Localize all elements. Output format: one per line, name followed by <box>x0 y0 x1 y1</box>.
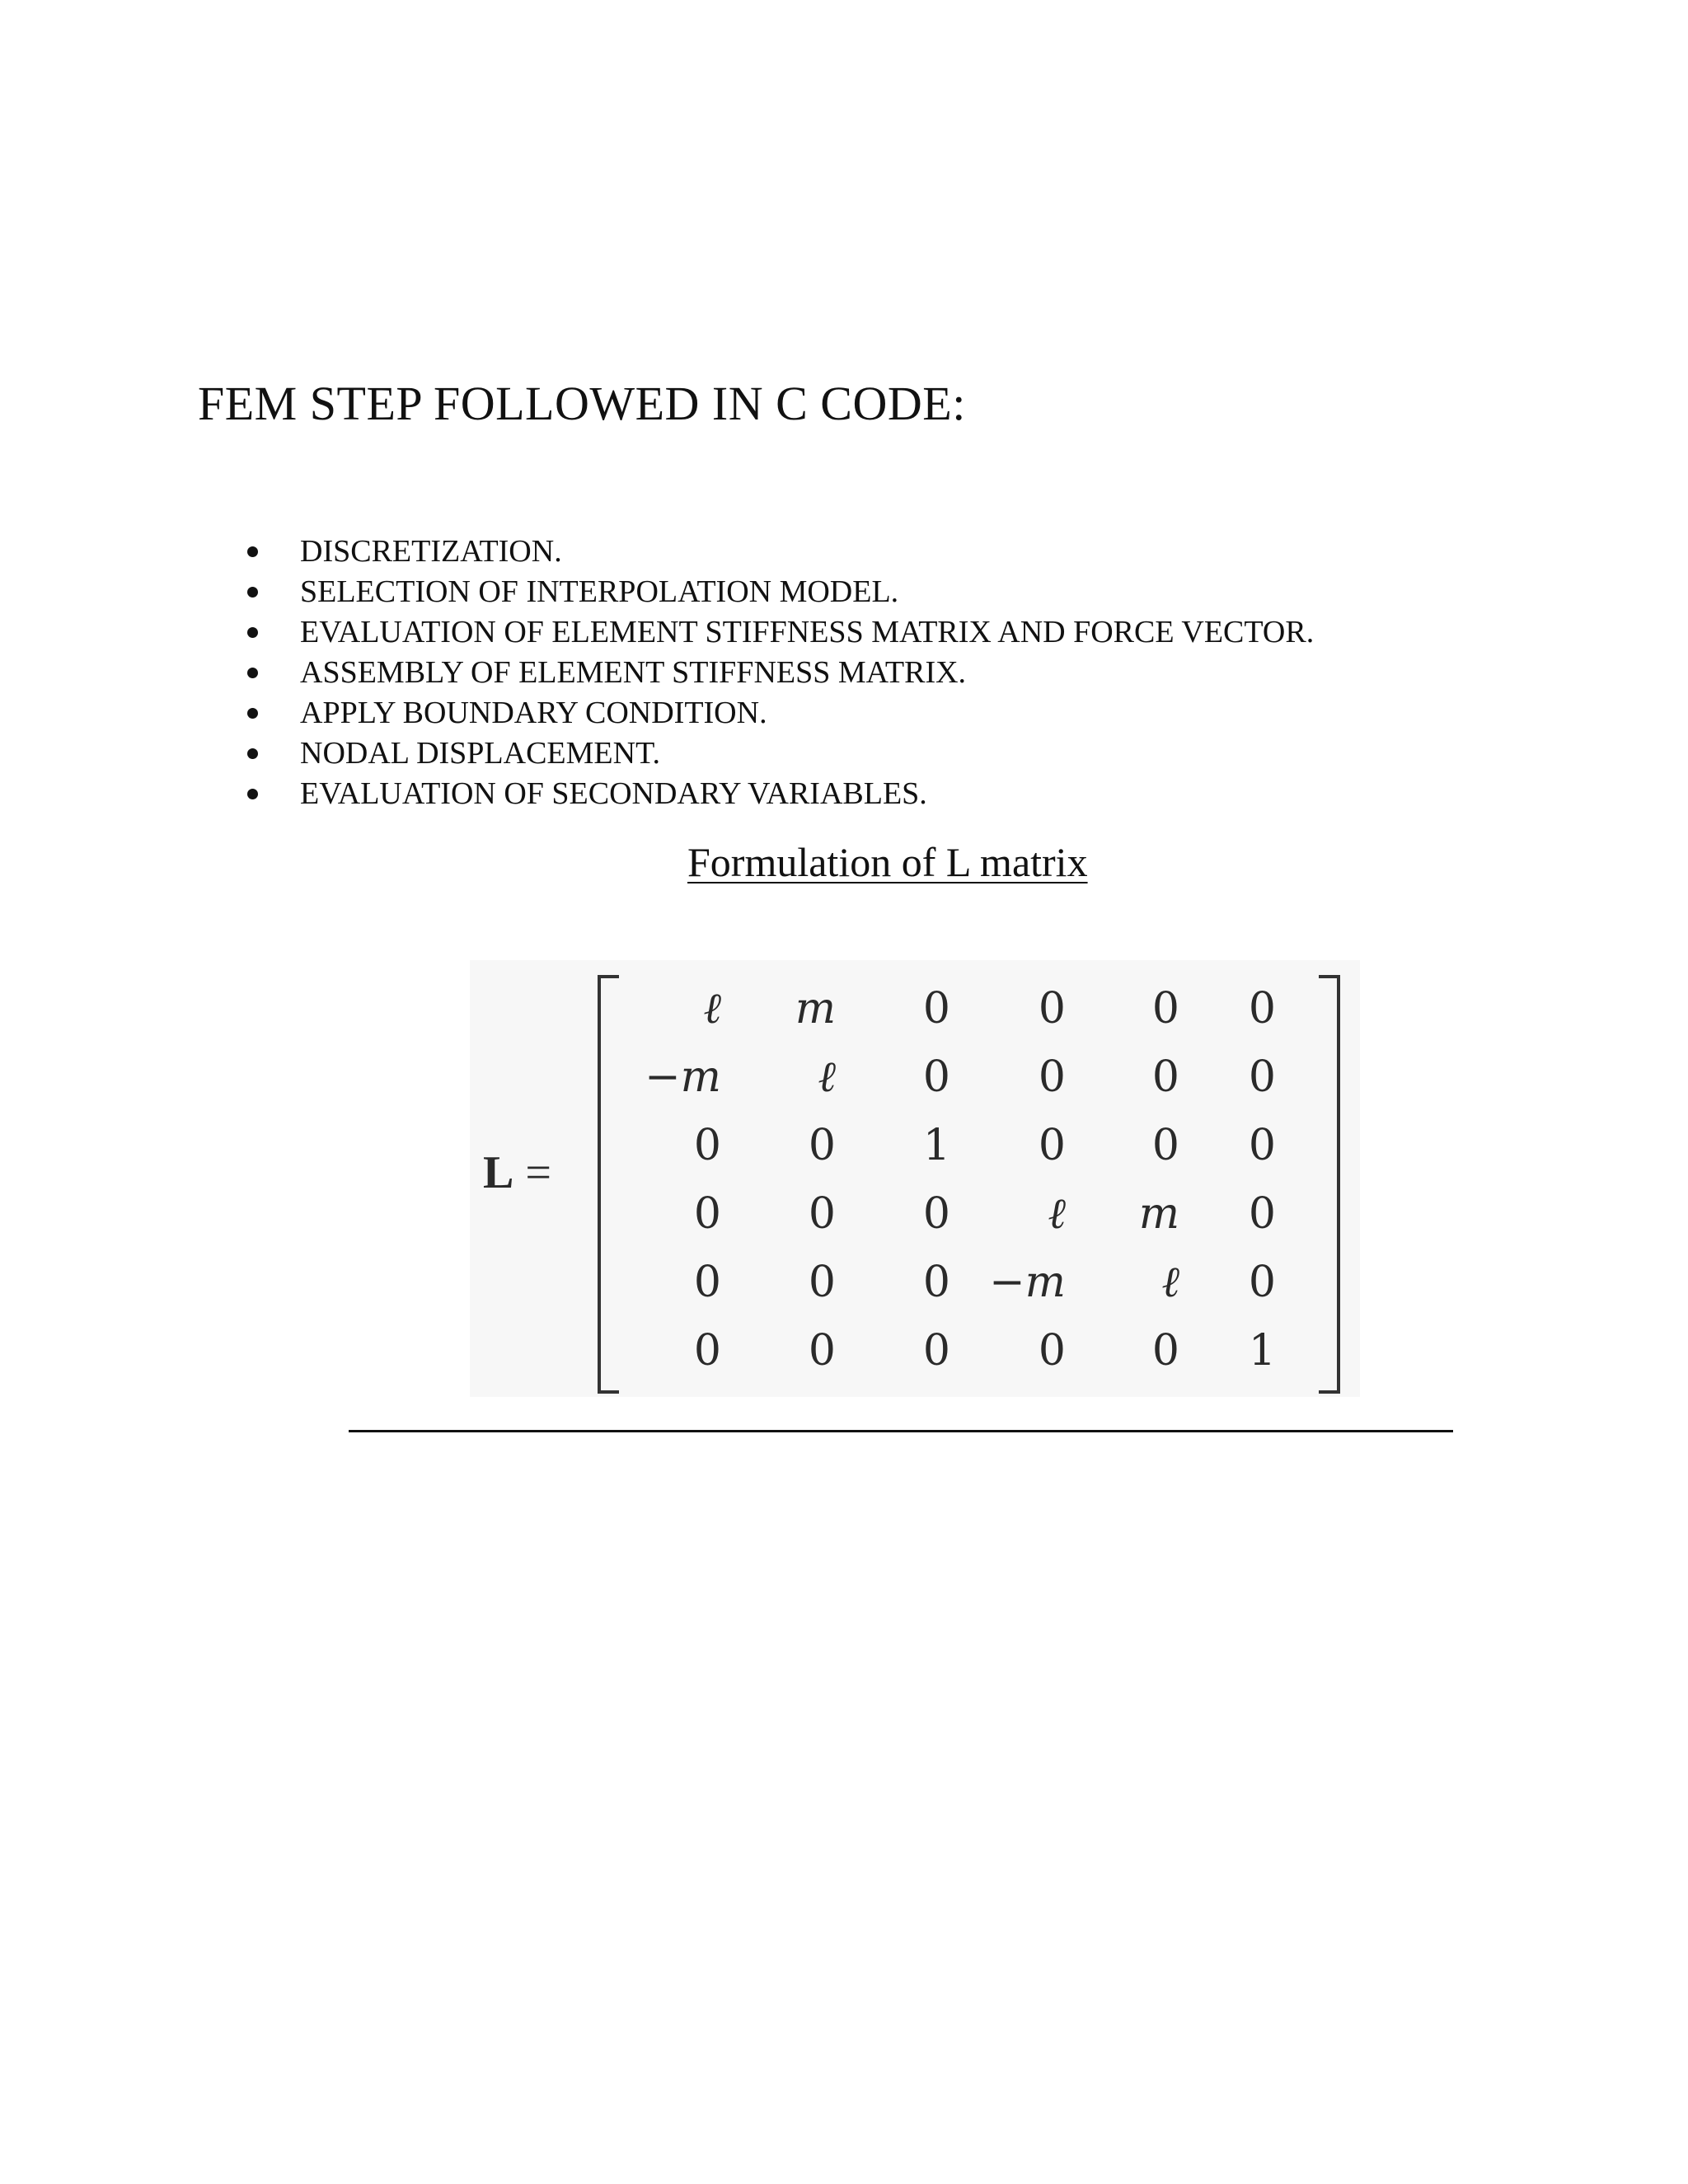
matrix-cell: 0 <box>808 1258 836 1307</box>
list-item <box>247 733 1314 774</box>
left-bracket <box>598 975 619 1394</box>
list-item <box>247 774 1314 814</box>
matrix-cell: 0 <box>1151 984 1179 1033</box>
bullet-icon <box>247 708 258 719</box>
page-title: FEM STEP FOLLOWED IN C CODE: <box>198 377 966 430</box>
matrix-cell: ℓ <box>1048 1189 1066 1239</box>
matrix-lhs <box>483 1148 551 1197</box>
matrix-cell: m <box>1138 1189 1179 1239</box>
bullet-icon <box>247 587 258 598</box>
matrix-cell: 0 <box>1248 1258 1276 1307</box>
step-label: SELECTION OF INTERPOLATION MODEL. <box>300 574 899 609</box>
fem-steps-list <box>247 532 1314 814</box>
matrix-cell: 0 <box>693 1258 721 1307</box>
step-label: EVALUATION OF SECONDARY VARIABLES. <box>300 776 927 811</box>
matrix-cell: 0 <box>922 984 950 1033</box>
divider <box>349 1430 1453 1432</box>
list-item <box>247 612 1314 653</box>
right-bracket <box>1319 975 1340 1394</box>
matrix-cell: 0 <box>1248 1189 1276 1239</box>
matrix-cell: 1 <box>922 1121 950 1170</box>
step-label: DISCRETIZATION. <box>300 534 562 569</box>
bullet-icon <box>247 748 258 759</box>
matrix-cell: 0 <box>1151 1326 1179 1376</box>
matrix-cell: 0 <box>693 1189 721 1239</box>
matrix-cell: 0 <box>1248 984 1276 1033</box>
matrix-cell: 0 <box>1038 1121 1066 1170</box>
matrix-cell: 0 <box>693 1121 721 1170</box>
matrix-cell: ℓ <box>818 1052 836 1102</box>
step-label: ASSEMBLY OF ELEMENT STIFFNESS MATRIX. <box>300 655 967 690</box>
matrix-cell: 0 <box>808 1189 836 1239</box>
matrix-cell: 0 <box>1038 1052 1066 1102</box>
matrix-cell: 0 <box>808 1326 836 1376</box>
matrix-cell: 0 <box>922 1189 950 1239</box>
l-matrix-equation <box>470 960 1360 1397</box>
step-label: NODAL DISPLACEMENT. <box>300 736 660 771</box>
matrix-cell: 0 <box>1151 1121 1179 1170</box>
matrix-cell: 0 <box>922 1052 950 1102</box>
formulation-heading: Formulation of L matrix <box>687 839 1088 885</box>
list-item <box>247 653 1314 693</box>
matrix-symbol: L <box>483 1147 514 1198</box>
matrix-cell: 0 <box>922 1258 950 1307</box>
bullet-icon <box>247 627 258 638</box>
matrix-cell: ℓ <box>703 984 721 1033</box>
matrix-cell: 0 <box>1248 1052 1276 1102</box>
step-label: EVALUATION OF ELEMENT STIFFNESS MATRIX AND FORCE VECTOR. <box>300 615 1315 649</box>
matrix-cell: 1 <box>1248 1326 1276 1376</box>
matrix-cell: 0 <box>693 1326 721 1376</box>
equals-sign: = <box>525 1147 551 1198</box>
list-item <box>247 572 1314 612</box>
matrix-cell: 0 <box>1038 984 1066 1033</box>
matrix-cell: −m <box>989 1258 1066 1307</box>
list-item <box>247 532 1314 572</box>
matrix-cell: m <box>795 984 836 1033</box>
matrix-grid <box>626 975 1319 1387</box>
matrix-cell: 0 <box>808 1121 836 1170</box>
matrix-cell: 0 <box>922 1326 950 1376</box>
bullet-icon <box>247 668 258 678</box>
matrix-cell: −m <box>645 1052 721 1102</box>
list-item <box>247 693 1314 733</box>
bullet-icon <box>247 546 258 557</box>
matrix-cell: 0 <box>1151 1052 1179 1102</box>
step-label: APPLY BOUNDARY CONDITION. <box>300 696 767 730</box>
matrix-cell: 0 <box>1248 1121 1276 1170</box>
matrix-cell: ℓ <box>1161 1258 1179 1307</box>
bullet-icon <box>247 789 258 799</box>
matrix-cell: 0 <box>1038 1326 1066 1376</box>
